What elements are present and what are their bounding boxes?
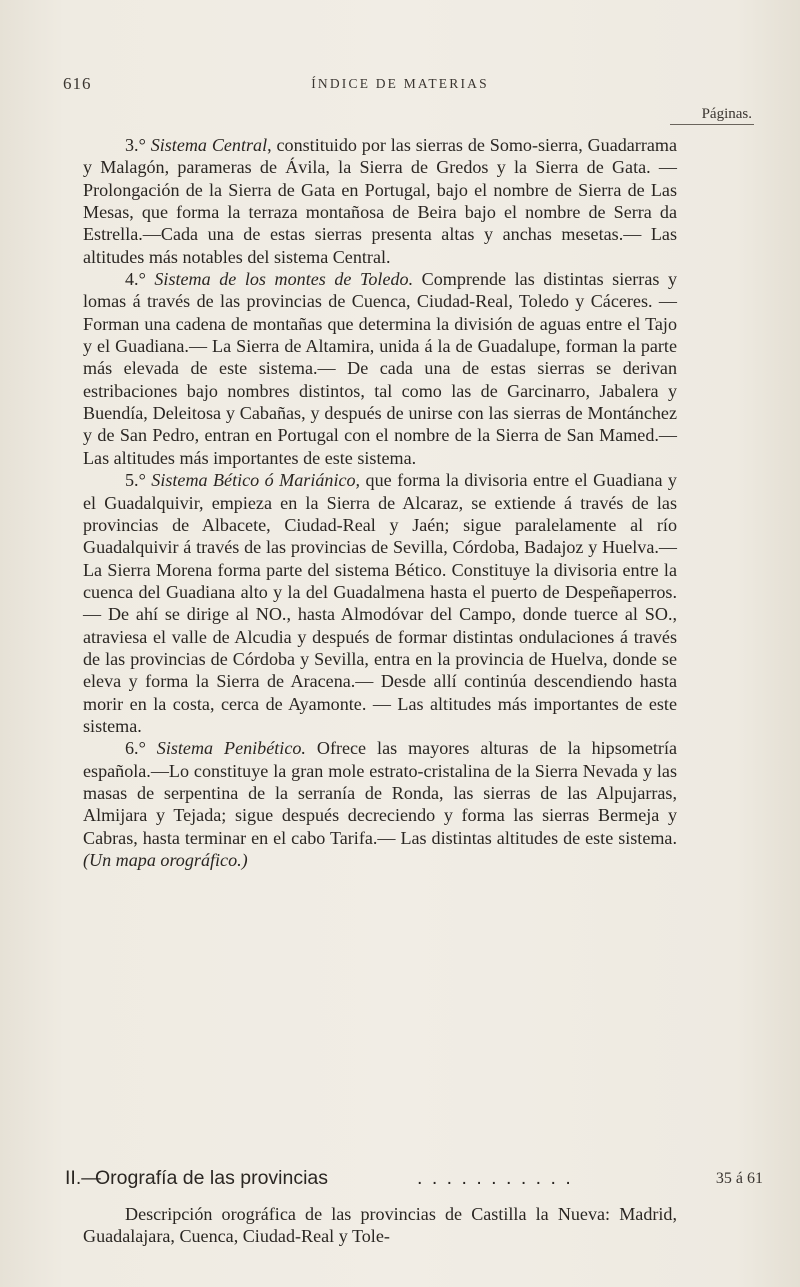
section-3-number: 3.° — [125, 135, 146, 155]
section-3-paragraph — [83, 134, 677, 268]
section-6-note: (Un mapa orográfico.) — [83, 850, 248, 870]
section-4-text: Comprende las distintas sierras y lomas á través de las provincias de Cuenca, Ciudad-Real, Toledo y Cáceres. —Forman una cadena de montañas que determina la división de aguas entre el Tajo y el Guadiana.— La Sierra de Altamira, unida á la de Guadalupe, forman la parte más elevada de este sistema.— De cada una de estas sierras se derivan estribaciones bajo nombres distintos, tal como las de Garcinarro, Jabalera y Buendía, Deleitosa y Cabañas, y después de unirse con las sierras de Montánchez y de San Pedro, entran en Portugal con el nombre de la Sierra de San Mamed.— Las altitudes más importantes de este sistema. — [83, 269, 677, 468]
section-5-title: Sistema Bético ó Mariánico, — [151, 470, 361, 491]
section-6-title: Sistema Penibético. — [156, 738, 306, 759]
page-number: 616 — [63, 74, 92, 93]
section-4-paragraph — [83, 268, 677, 469]
index-entry-pages: 35 á 61 — [715, 1170, 763, 1187]
section-4-number: 4.° — [125, 269, 146, 290]
section-5-number: 5.° — [125, 470, 146, 491]
section-5-paragraph — [83, 469, 677, 737]
section-6-text: Ofrece las mayores alturas de la hipsometría española.—Lo constituye la gran mole estrato-cristalina de la Sierra Nevada y las masas de serpentina de la serranía de Ronda, las sierras de las Alpujarras, Almijara y Tejada; sigue después decreciendo y forma las sierras Bermeja y Cabras, hasta terminar en el cabo Tarifa.— Las distintas altitudes de este sistema. — [83, 738, 678, 848]
section-3-text: , constituido por las sierras de Somo-sierra, Guadarrama y Malagón, parameras de Ávila, la Sierra de Gredos y la Sierra de Gata. — Prolongación de la Sierra de Gata en Portugal, bajo el nombre de Sierra de Las Mesas, que forma la terraza montañosa de Beira bajo el nombre de Serra da Estrella.—Cada una de estas sierras presenta altas y anchas mesetas.— Las altitudes más notables del sistema Central. — [83, 135, 677, 267]
section-4-title: Sistema de los montes de Toledo. — [154, 269, 414, 290]
main-text — [83, 134, 677, 871]
index-entry-leader: . . . . . . . . . . . — [417, 1167, 573, 1189]
section-5-text: que forma la divisoria entre el Guadiana y el Guadalquivir, empieza en la Sierra de Alcaraz, se extiende á través de las provincias de Albacete, Ciudad-Real y Jaén; sigue paralelamente al río Guadalquivir á través de las provincias de Sevilla, Córdoba, Badajoz y Huelva.— La Sierra Morena forma parte del sistema Bético. Constituye la divisoria entre la cuenca del Guadiana alto y la del Guadalmena hasta el puerto de Despeñaperros.— De ahí se dirige al NO., hasta Almodóvar del Campo, donde tuerce al SO., atraviesa el valle de Alcudia y después de formar distintas ondulaciones á través de las provincias de Córdoba y Sevilla, entra en la provincia de Huelva, donde se eleva y forma la Sierra de Aracena.— Desde allí continúa descendiendo hasta morir en la costa, cerca de Ayamonte. — Las altitudes más importantes de este sistema. — [83, 470, 677, 736]
section-3-title: Sistema Central — [150, 135, 268, 155]
running-head: ÍNDICE DE MATERIAS — [311, 76, 489, 91]
index-entry-title: Orografía de las provincias — [95, 1167, 329, 1189]
index-entry-description: Descripción orográfica de las provincias de Castilla la Nueva: Madrid, Guadalajara, Cuenca, Ciudad-Real y Tole- — [83, 1204, 677, 1247]
index-entry-orografia — [65, 1164, 763, 1192]
index-entry-roman: II.— — [65, 1167, 101, 1189]
header-rule — [670, 124, 754, 125]
section-6-paragraph — [83, 737, 677, 871]
pages-column-label: Páginas. — [701, 106, 752, 122]
section-6-number: 6.° — [125, 738, 146, 759]
